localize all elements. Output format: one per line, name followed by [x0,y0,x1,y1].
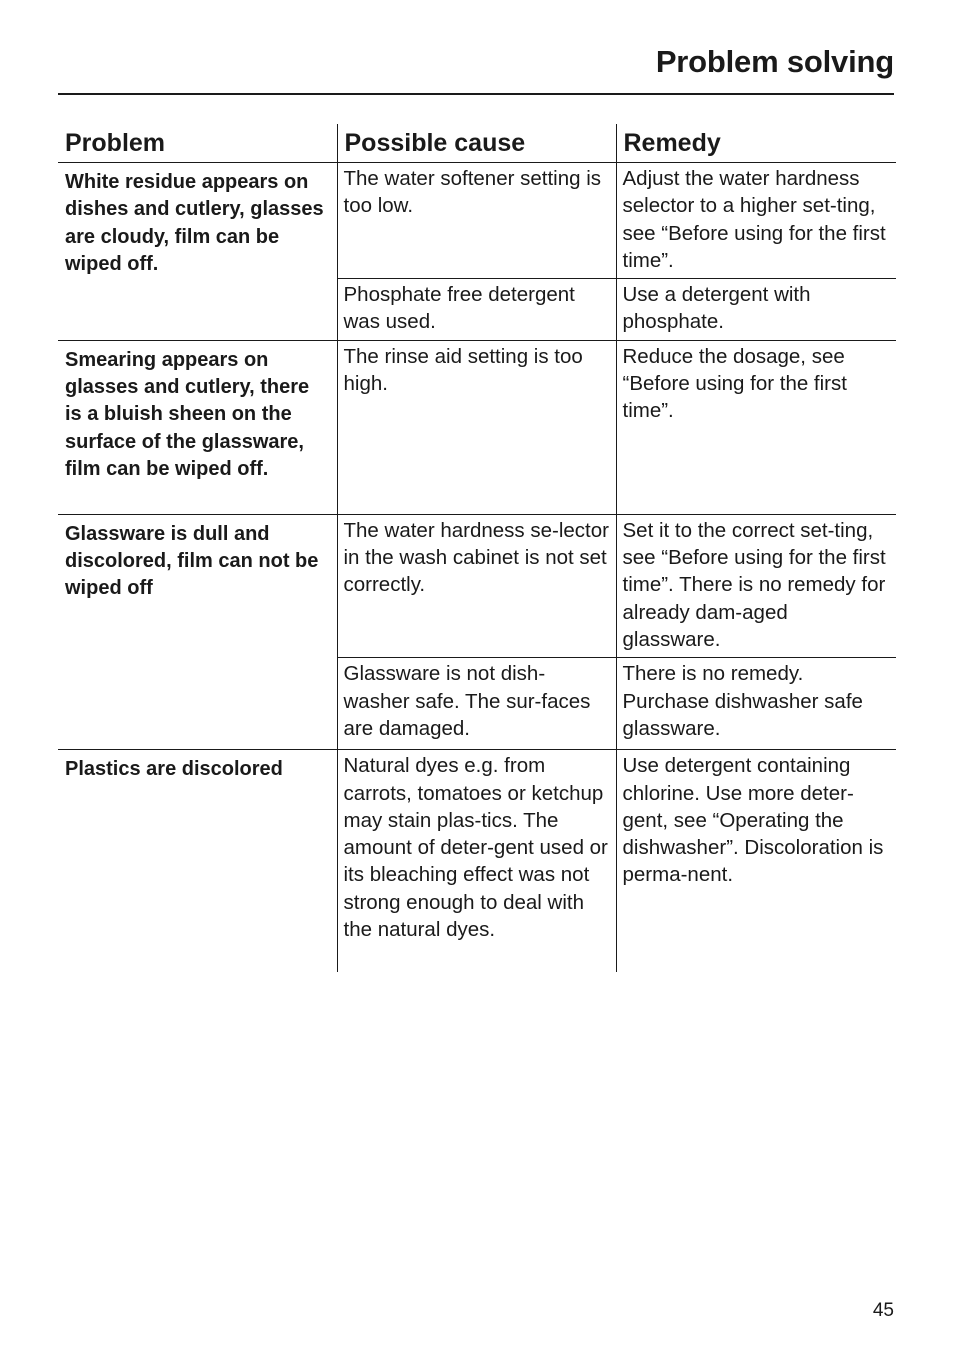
problem-cell: Glassware is dull and discolored, film can not be wiped off [58,514,337,749]
cause-cell: Natural dyes e.g. from carrots, tomatoes or ketchup may stain plas-tics. The amount of deter-gent used or its bleaching effect was not strong enough to deal with the natural dyes. [337,750,616,972]
column-header-possible-cause: Possible cause [337,124,616,163]
remedy-cell: Reduce the dosage, see “Before using for the first time”. [616,340,896,514]
column-header-remedy: Remedy [616,124,896,163]
page-number: 45 [872,1300,894,1321]
remedy-cell: There is no remedy. Purchase dishwasher safe glassware. [616,658,896,750]
remedy-cell: Use a detergent with phosphate. [616,279,896,341]
problem-cell: Smearing appears on glasses and cutlery, there is a bluish sheen on the surface of the glassware, film can be wiped off. [58,340,337,514]
table-row [58,514,896,657]
cause-cell: The rinse aid setting is too high. [337,340,616,514]
problem-solving-table [58,124,896,972]
table-row [58,750,896,972]
problem-cell: Plastics are discolored [65,758,283,781]
table-row [58,163,896,279]
title-divider [58,93,894,95]
table-header-row [58,124,896,163]
remedy-cell: Set it to the correct set-ting, see “Before using for the first time”. There is no remedy for already dam-aged glassware. [616,514,896,657]
problem-cell: White residue appears on dishes and cutlery, glasses are cloudy, film can be wiped off. [58,163,337,341]
table-row [58,340,896,514]
cause-cell: The water hardness se-lector in the wash cabinet is not set correctly. [337,514,616,657]
column-header-problem: Problem [58,124,337,163]
cause-cell: The water softener setting is too low. [337,163,616,279]
cause-cell: Glassware is not dish-washer safe. The sur-faces are damaged. [337,658,616,750]
remedy-cell: Adjust the water hardness selector to a higher set-ting, see “Before using for the first time”. [616,163,896,279]
remedy-cell: Use detergent containing chlorine. Use more deter-gent, see “Operating the dishwasher”. Discoloration is perma-nent. [616,750,896,972]
cause-cell: Phosphate free detergent was used. [337,279,616,341]
page-title: Problem solving [655,44,894,79]
